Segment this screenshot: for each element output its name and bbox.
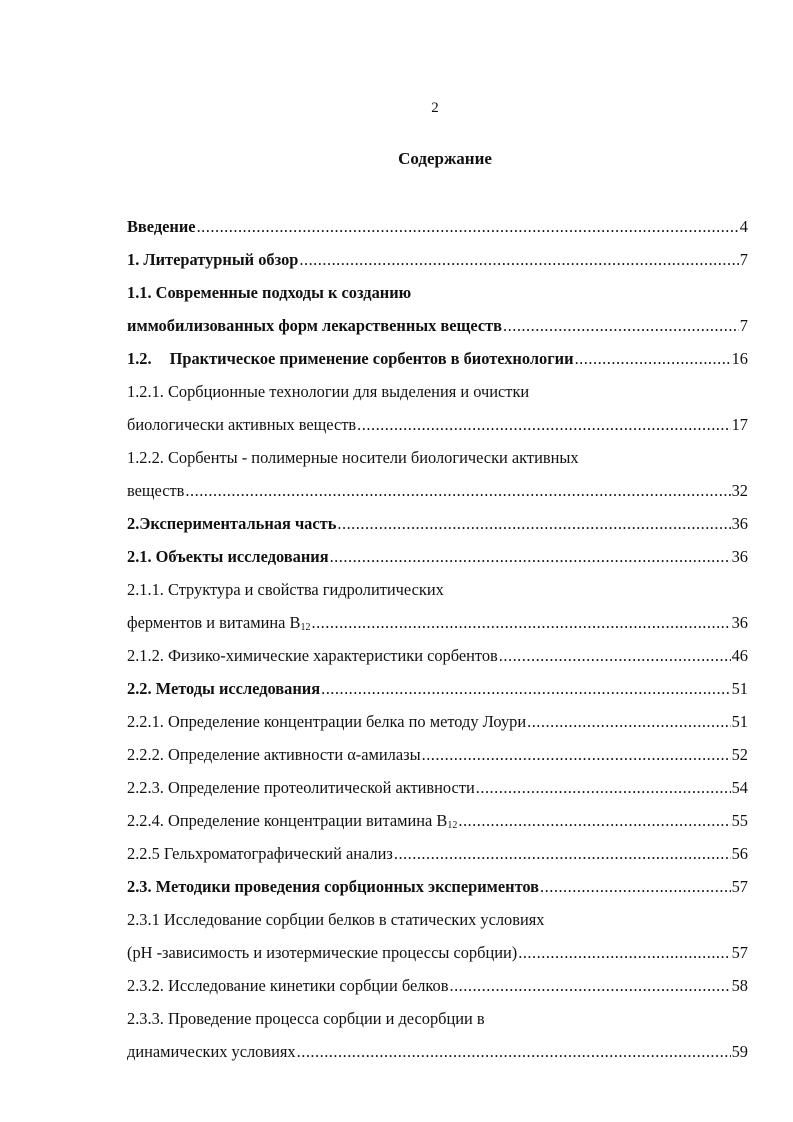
toc-entry [127, 270, 748, 303]
toc-entry-page: 54 [731, 778, 748, 797]
toc-entry-title [127, 514, 336, 534]
toc-entry-title [127, 448, 579, 468]
toc-entry-title [127, 844, 393, 864]
toc-entry-page: 16 [731, 349, 748, 368]
toc-entry [127, 402, 748, 435]
toc-entry [127, 435, 748, 468]
toc-entry-text: 2.Экспериментальная часть [127, 514, 337, 533]
toc-entry-page: 46 [731, 646, 748, 665]
toc-entry-text: 2.1. Объекты исследования [127, 547, 329, 566]
toc-entry-page: 51 [731, 712, 748, 731]
toc-entry-title [127, 217, 196, 237]
toc-entry [127, 831, 748, 864]
toc-entry [127, 732, 748, 765]
toc-entry-text: 2.2.2. Определение активности α-амилазы [127, 745, 421, 764]
toc-entry-page: 51 [731, 679, 748, 698]
dot-leader [311, 613, 730, 633]
table-of-contents [127, 204, 748, 1062]
toc-entry [127, 930, 748, 963]
dot-leader [458, 811, 730, 831]
toc-entry-text: 2.2. Методы исследования [127, 679, 321, 698]
toc-entry [127, 765, 748, 798]
dot-leader [503, 316, 739, 336]
toc-entry-text: 2.2.1. Определение концентрации белка по методу Лоури [127, 712, 527, 731]
toc-entry-page: 7 [739, 250, 748, 269]
dot-leader [449, 976, 730, 996]
toc-entry [127, 204, 748, 237]
toc-entry-text: 2.3.1 Исследование сорбции белков в статических условиях [127, 910, 545, 929]
toc-entry-text: динамических условиях [127, 1042, 296, 1061]
toc-entry-title [127, 1009, 485, 1029]
dot-leader [499, 646, 731, 666]
toc-entry-title [127, 877, 539, 897]
toc-entry [127, 534, 748, 567]
toc-entry-text: 1.1. Современные подходы к созданию [127, 283, 412, 302]
toc-entry [127, 897, 748, 930]
toc-entry-text: 2.2.5 Гельхроматографический анализ [127, 844, 393, 863]
toc-entry-text: Введение [127, 217, 196, 236]
toc-entry-title [127, 382, 529, 402]
toc-entry-text: ферментов и витамина B [127, 613, 301, 632]
toc-entry [127, 336, 748, 369]
dot-leader [540, 877, 731, 897]
toc-entry-text: 2.2.3. Определение протеолитической активности [127, 778, 475, 797]
toc-entry-text: (pH -зависимость и изотермические процессы сорбции) [127, 943, 518, 962]
toc-entry [127, 864, 748, 897]
toc-entry-text: 2.3.3. Проведение процесса сорбции и десорбции в [127, 1009, 485, 1028]
toc-entry-title [127, 976, 448, 996]
toc-entry-subscript: 12 [300, 622, 311, 633]
dot-leader [337, 514, 730, 534]
toc-entry [127, 963, 748, 996]
dot-leader [297, 1042, 731, 1062]
toc-entry-page: 55 [731, 811, 748, 830]
dot-leader [197, 217, 739, 237]
toc-entry [127, 369, 748, 402]
toc-entry-page: 57 [731, 877, 748, 896]
toc-entry-text: 1. Литературный обзор [127, 250, 299, 269]
toc-entry-page: 36 [731, 547, 748, 566]
dot-leader [422, 745, 731, 765]
toc-entry-text: 2.1.1. Структура и свойства гидролитических [127, 580, 444, 599]
toc-entry-page: 59 [731, 1042, 748, 1061]
toc-entry-page: 36 [731, 613, 748, 632]
toc-entry-title [127, 712, 526, 732]
toc-entry-title [127, 283, 411, 303]
toc-entry-page: 36 [731, 514, 748, 533]
toc-entry-page: 52 [731, 745, 748, 764]
dot-leader [575, 349, 731, 369]
dot-leader [357, 415, 730, 435]
dot-leader [527, 712, 731, 732]
toc-entry-title [127, 811, 457, 831]
toc-entry-title [127, 679, 320, 699]
toc-entry-title [127, 646, 498, 666]
page-title: Содержание [398, 149, 492, 168]
toc-entry-title [127, 613, 310, 633]
toc-entry-text: 1.2.2. Сорбенты - полимерные носители биологически активных [127, 448, 579, 467]
toc-entry-text: Практическое применение сорбентов в биотехнологии [169, 349, 574, 368]
toc-entry-page: 58 [731, 976, 748, 995]
toc-entry-title [127, 415, 356, 435]
dot-leader [299, 250, 738, 270]
toc-entry-title [127, 316, 502, 336]
toc-entry-text: 2.3. Методики проведения сорбционных экспериментов [127, 877, 540, 896]
toc-entry-title [127, 580, 444, 600]
toc-entry-text: биологически активных веществ [127, 415, 357, 434]
toc-entry [127, 501, 748, 534]
toc-entry-title [127, 778, 475, 798]
dot-leader [518, 943, 730, 963]
toc-entry-text: 2.2.4. Определение концентрации витамина B [127, 811, 448, 830]
toc-entry [127, 996, 748, 1029]
toc-entry-title [127, 250, 298, 270]
toc-entry [127, 567, 748, 600]
toc-entry-text: 2.1.2. Физико-химические характеристики сорбентов [127, 646, 498, 665]
toc-entry [127, 303, 748, 336]
toc-entry-title [127, 943, 517, 963]
toc-entry-title [127, 910, 545, 930]
dot-leader [185, 481, 730, 501]
toc-entry-page: 4 [739, 217, 748, 236]
toc-entry [127, 600, 748, 633]
toc-entry-page: 7 [739, 316, 748, 335]
toc-entry-title [127, 745, 421, 765]
toc-entry [127, 798, 748, 831]
toc-entry-page: 17 [731, 415, 748, 434]
toc-entry-number: 1.2. [127, 349, 152, 368]
toc-entry-text: веществ [127, 481, 185, 500]
toc-entry [127, 1029, 748, 1062]
dot-leader [330, 547, 731, 567]
toc-entry-title [127, 481, 184, 501]
toc-entry-text: 2.3.2. Исследование кинетики сорбции белков [127, 976, 449, 995]
toc-entry-page: 32 [731, 481, 748, 500]
page-number: 2 [431, 100, 439, 116]
dot-leader [394, 844, 731, 864]
toc-entry-title [127, 349, 574, 369]
toc-entry-text: 1.2.1. Сорбционные технологии для выделения и очистки [127, 382, 530, 401]
toc-entry [127, 699, 748, 732]
dot-leader [321, 679, 731, 699]
toc-entry-page: 57 [731, 943, 748, 962]
toc-entry [127, 237, 748, 270]
toc-entry [127, 468, 748, 501]
toc-entry [127, 666, 748, 699]
toc-entry-subscript: 12 [447, 820, 458, 831]
toc-entry-title [127, 547, 329, 567]
toc-entry-title [127, 1042, 296, 1062]
toc-entry [127, 633, 748, 666]
toc-entry-page: 56 [731, 844, 748, 863]
dot-leader [476, 778, 731, 798]
toc-entry-text: иммобилизованных форм лекарственных веществ [127, 316, 503, 335]
